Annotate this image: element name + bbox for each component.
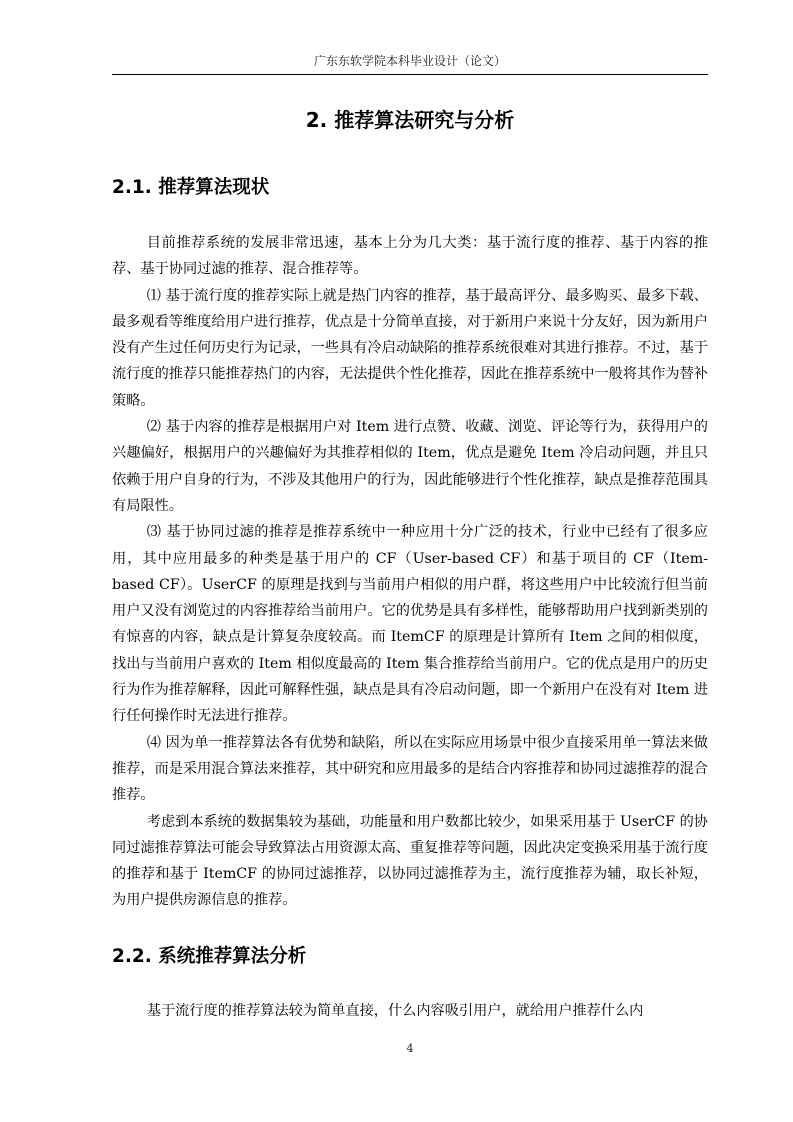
page-number: 4 xyxy=(406,1042,414,1055)
chapter-title: 2. 推荐算法研究与分析 xyxy=(305,108,515,132)
section-title-2-2: 2.2. 系统推荐算法分析 xyxy=(112,946,307,967)
paragraph-hybrid-recommendation: ⑷ 因为单一推荐算法各有优势和缺陷，所以在实际应用场景中很少直接采用单一算法来做推荐，而是采用混合算法来推荐，其中研究和应用最多的是结合内容推荐和协同过滤推荐的混合推荐。 xyxy=(112,734,708,804)
section-2-2-body xyxy=(112,998,708,1024)
paragraph-system-choice: 考虑到本系统的数据集较为基础，功能量和用户数都比较少，如果采用基于 UserCF 的协同过滤推荐算法可能会导致算法占用资源太高、重复推荐等问题，因此决定变换采用基于流行度的推荐和基于 ItemCF 的协同过滤推荐，以协同过滤推荐为主，流行度推荐为辅，取长补短，为用户提供房源信息的推荐。 xyxy=(112,813,708,909)
section-title-2-1: 2.1. 推荐算法现状 xyxy=(112,177,270,198)
section-2-1-body xyxy=(112,230,708,914)
paragraph-content-based-recommendation: ⑵ 基于内容的推荐是根据用户对 Item 进行点赞、收藏、浏览、评论等行为，获得用户的兴趣偏好，根据用户的兴趣偏好为其推荐相似的 Item，优点是避免 Item 冷启动问题，并且只依赖于用户自身的行为，不涉及其他用户的行为，因此能够进行个性化推荐，缺点是推荐范围具有局限性。 xyxy=(112,419,708,514)
paragraph-intro: 目前推荐系统的发展非常迅速，基本上分为几大类：基于流行度的推荐、基于内容的推荐、基于协同过滤的推荐、混合推荐等。 xyxy=(112,235,708,278)
running-header: 广东东软学院本科毕业设计（论文） xyxy=(313,54,506,68)
paragraph-collaborative-filtering: ⑶ 基于协同过滤的推荐是推荐系统中一种应用十分广泛的技术，行业中已经有了很多应用，其中应用最多的种类是基于用户的 CF（User-based CF）和基于项目的 CF（Item-based CF）。UserCF 的原理是找到与当前用户相似的用户群，将这些用户中比较流行但当前用户又没有浏览过的内容推荐给当前用户。它的优势是具有多样性，能够帮助用户找到新类别的有惊喜的内容，缺点是计算复杂度较高。而 ItemCF 的原理是计算所有 Item 之间的相似度，找出与当前用户喜欢的 Item 相似度最高的 Item 集合推荐给当前用户。它的优点是用户的历史行为作为推荐解释，因此可解释性强，缺点是具有冷启动问题，即一个新用户在没有对 Item 进行任何操作时无法进行推荐。 xyxy=(112,524,708,725)
paragraph-popularity-analysis: 基于流行度的推荐算法较为简单直接，什么内容吸引用户，就给用户推荐什么内 xyxy=(146,1003,644,1019)
header-divider xyxy=(112,74,708,75)
paragraph-popularity-recommendation: ⑴ 基于流行度的推荐实际上就是热门内容的推荐，基于最高评分、最多购买、最多下载、最多观看等维度给用户进行推荐，优点是十分简单直接，对于新用户来说十分友好，因为新用户没有产生过任何历史行为记录，一些具有冷启动缺陷的推荐系统很难对其进行推荐。不过，基于流行度的推荐只能推荐热门的内容，无法提供个性化推荐，因此在推荐系统中一般将其作为替补策略。 xyxy=(112,287,708,409)
